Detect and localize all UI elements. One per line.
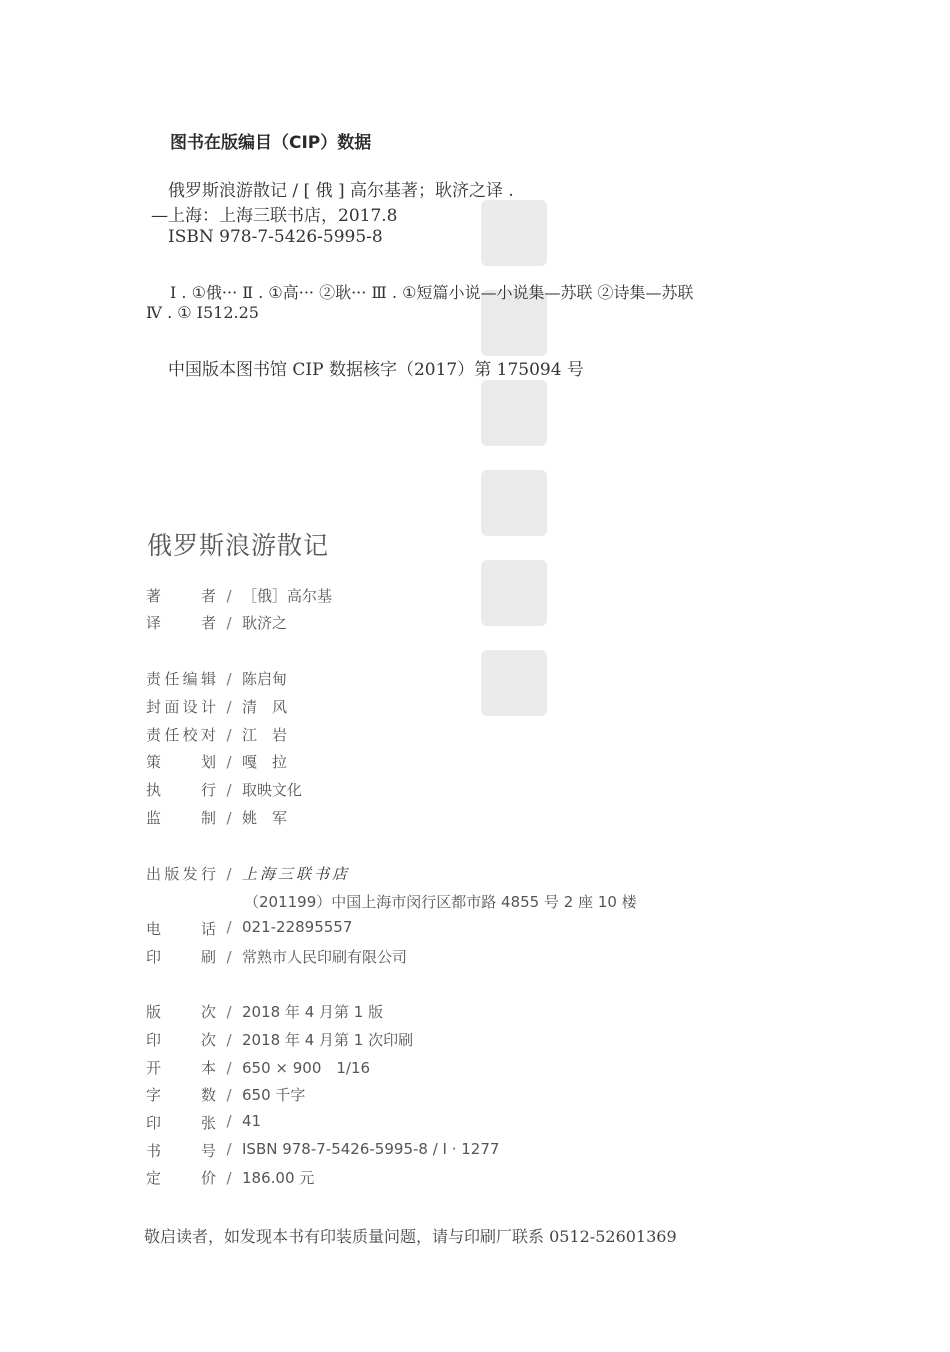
spec-row-format — [146, 1057, 370, 1079]
credit-row-translator — [146, 612, 287, 634]
book-title: 俄罗斯浪游散记 — [147, 531, 330, 560]
separator: / — [226, 1112, 232, 1130]
cip-line-title: 俄罗斯浪游散记 / [ 俄 ] 高尔基著；耿济之译 . — [168, 181, 514, 201]
separator: / — [226, 1169, 232, 1187]
phone-row — [146, 918, 352, 940]
credit-value: 耿济之 — [242, 614, 288, 632]
spec-label: 书号 — [146, 1142, 216, 1160]
cip-line-class-number: Ⅳ . ① I512.25 — [146, 303, 259, 322]
separator: / — [226, 1059, 232, 1077]
spec-label: 定价 — [146, 1169, 216, 1187]
editorial-label: 执行 — [146, 781, 216, 799]
separator: / — [226, 753, 232, 771]
separator: / — [226, 726, 232, 744]
spec-row-price — [146, 1167, 314, 1189]
separator: / — [226, 1003, 232, 1021]
cip-line-publisher: —上海：上海三联书店，2017.8 — [151, 206, 398, 226]
credit-row-author — [146, 585, 332, 607]
editorial-value: 嘎 拉 — [242, 753, 288, 771]
editorial-value: 取映文化 — [242, 781, 303, 799]
spec-value: 2018 年 4 月第 1 版 — [242, 1003, 384, 1021]
separator: / — [226, 670, 232, 688]
separator: / — [226, 614, 232, 632]
printer-row — [146, 946, 407, 968]
separator: / — [226, 809, 232, 827]
editorial-label: 责任校对 — [146, 726, 216, 744]
credit-label: 著者 — [146, 587, 216, 605]
spec-row-printing — [146, 1029, 413, 1051]
editorial-row — [146, 668, 287, 690]
cip-heading: 图书在版编目（CIP）数据 — [170, 133, 372, 153]
spec-value: 2018 年 4 月第 1 次印刷 — [242, 1031, 414, 1049]
editorial-label: 封面设计 — [146, 698, 216, 716]
separator: / — [226, 865, 232, 883]
editorial-value: 陈启甸 — [242, 670, 288, 688]
phone-value: 021-22895557 — [242, 918, 353, 936]
reader-notice: 敬启读者，如发现本书有印装质量问题，请与印刷厂联系 0512-52601369 — [144, 1227, 677, 1246]
spec-value: 650 × 900 1/16 — [242, 1059, 371, 1077]
separator: / — [226, 698, 232, 716]
spec-value: 650 千字 — [242, 1086, 306, 1104]
spec-row-isbn — [146, 1140, 499, 1162]
editorial-row — [146, 696, 287, 718]
spec-value: 186.00 元 — [242, 1169, 315, 1187]
publisher-logo: 上海三联书店 — [242, 865, 351, 883]
spec-row-edition — [146, 1001, 383, 1023]
publisher-row — [146, 863, 350, 885]
spec-row-sheets — [146, 1112, 261, 1134]
editorial-row — [146, 751, 287, 773]
publisher-address: （201199）中国上海市闵行区都市路 4855 号 2 座 10 楼 — [244, 893, 637, 911]
cip-line-record-number: 中国版本图书馆 CIP 数据核字（2017）第 175094 号 — [168, 360, 584, 380]
separator: / — [226, 1140, 232, 1158]
publisher-label: 出版发行 — [146, 865, 216, 883]
spec-label: 版次 — [146, 1003, 216, 1021]
editorial-label: 策划 — [146, 753, 216, 771]
editorial-value: 清 风 — [242, 698, 288, 716]
editorial-value: 江 岩 — [242, 726, 288, 744]
separator: / — [226, 948, 232, 966]
credit-label: 译者 — [146, 614, 216, 632]
printer-label: 印刷 — [146, 948, 216, 966]
spec-row-word-count — [146, 1084, 305, 1106]
editorial-row — [146, 807, 287, 829]
cip-line-classification: Ⅰ . ①俄··· Ⅱ . ①高··· ②耿··· Ⅲ . ①短篇小说—小说集—苏联 ②诗集—苏联 — [170, 283, 694, 302]
editorial-value: 姚 军 — [242, 809, 288, 827]
editorial-row — [146, 724, 287, 746]
printer-value: 常熟市人民印刷有限公司 — [242, 948, 408, 966]
spec-value: ISBN 978-7-5426-5995-8 / I · 1277 — [242, 1140, 500, 1158]
phone-label: 电话 — [146, 920, 216, 938]
editorial-label: 责任编辑 — [146, 670, 216, 688]
separator: / — [226, 587, 232, 605]
editorial-label: 监制 — [146, 809, 216, 827]
spec-label: 开本 — [146, 1059, 216, 1077]
spec-value: 41 — [242, 1112, 262, 1130]
spec-label: 印次 — [146, 1031, 216, 1049]
spec-label: 字数 — [146, 1086, 216, 1104]
spec-label: 印张 — [146, 1114, 216, 1132]
separator: / — [226, 781, 232, 799]
editorial-row — [146, 779, 302, 801]
separator: / — [226, 918, 232, 936]
separator: / — [226, 1031, 232, 1049]
separator: / — [226, 1086, 232, 1104]
cip-line-isbn: ISBN 978-7-5426-5995-8 — [168, 227, 383, 247]
credit-value: ［俄］高尔基 — [242, 587, 333, 605]
